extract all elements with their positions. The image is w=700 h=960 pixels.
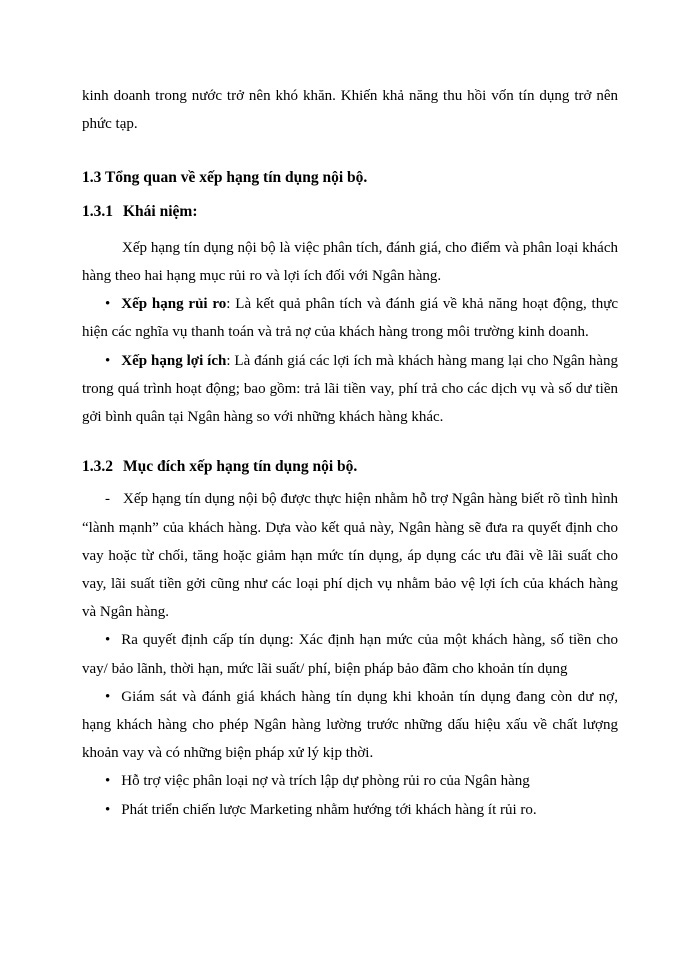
dash-item-purpose-text: Xếp hạng tín dụng nội bộ được thực hiện nhằm hỗ trợ Ngân hàng biết rõ tình hình “lành mạnh” của khách hàng. Dựa vào kết quả này, Ngân hàng sẽ đưa ra quyết định cho vay hoặc từ chối, tăng hoặc giảm hạn mức tín dụng, áp dụng các ưu đãi về lãi suất cho vay, lãi suất tiền gởi cũng như các loại phí dịch vụ nhằm bảo vệ lợi ích của khách hàng và Ngân hàng.	[82, 491, 618, 621]
bullet-icon: •	[105, 632, 111, 649]
bullet-risk-rating	[82, 290, 618, 346]
bullet-debt-classification	[82, 767, 618, 795]
bullet-marketing-text: Phát triển chiến lược Marketing nhằm hướng tới khách hàng ít rủi ro.	[121, 801, 537, 818]
heading-1-3: 1.3 Tổng quan về xếp hạng tín dụng nội bộ.	[82, 169, 368, 187]
heading-1-3-1-title: Khái niệm:	[123, 202, 198, 220]
bullet-benefit-rating	[82, 347, 618, 432]
bullet-marketing	[82, 796, 618, 824]
bullet-benefit-rating-term: Xếp hạng lợi ích	[121, 352, 227, 369]
heading-1-3-2-title: Mục đích xếp hạng tín dụng nội bộ.	[123, 458, 358, 476]
bullet-icon: •	[105, 352, 111, 369]
page-content	[82, 82, 618, 824]
bullet-icon: •	[105, 773, 111, 790]
paragraph-continuation: kinh doanh trong nước trở nên khó khăn. Khiến khả năng thu hồi vốn tín dụng trở nên phức tạp.	[82, 88, 618, 133]
bullet-icon: •	[105, 801, 111, 818]
bullet-risk-rating-text: : Là kết quả phân tích và đánh giá về khả năng hoạt động, thực hiện các nghĩa vụ thanh toán và trả nợ của khách hàng trong môi trường kinh doanh.	[82, 296, 619, 341]
dash-marker: -	[105, 491, 110, 508]
bullet-monitoring	[82, 683, 618, 768]
heading-1-3-2	[82, 453, 618, 481]
bullet-credit-decision	[82, 626, 618, 682]
dash-item-purpose	[82, 485, 618, 626]
heading-1-3-1-number: 1.3.1	[82, 202, 113, 220]
bullet-debt-classification-text: Hỗ trợ việc phân loại nợ và trích lập dự phòng rủi ro của Ngân hàng	[121, 773, 530, 790]
heading-1-3-1	[82, 198, 618, 226]
bullet-benefit-rating-text: : Là đánh giá các lợi ích mà khách hàng mang lại cho Ngân hàng trong quá trình hoạt động; bao gồm: trả lãi tiền vay, phí trả cho các dịch vụ và số dư tiền gởi bình quân tại Ngân hàng so với những khách hàng khác.	[82, 352, 618, 426]
bullet-risk-rating-term: Xếp hạng rủi ro	[121, 296, 227, 313]
heading-1-3-2-number: 1.3.2	[82, 458, 113, 476]
bullet-icon: •	[105, 296, 111, 313]
bullet-icon: •	[105, 688, 111, 705]
bullet-monitoring-text: Giám sát và đánh giá khách hàng tín dụng khi khoản tín dụng đang còn dư nợ, hạng khách hàng cho phép Ngân hàng lường trước những dấu hiệu xấu về chất lượng khoản vay và có những biện pháp xử lý kịp thời.	[82, 688, 618, 762]
bullet-credit-decision-text: Ra quyết định cấp tín dụng: Xác định hạn mức của một khách hàng, số tiền cho vay/ bảo lãnh, thời hạn, mức lãi suất/ phí, biện pháp bảo đãm cho khoản tín dụng	[82, 632, 618, 677]
paragraph-definition: Xếp hạng tín dụng nội bộ là việc phân tích, đánh giá, cho điểm và phân loại khách hàng theo hai hạng mục rủi ro và lợi ích đối với Ngân hàng.	[82, 239, 618, 285]
